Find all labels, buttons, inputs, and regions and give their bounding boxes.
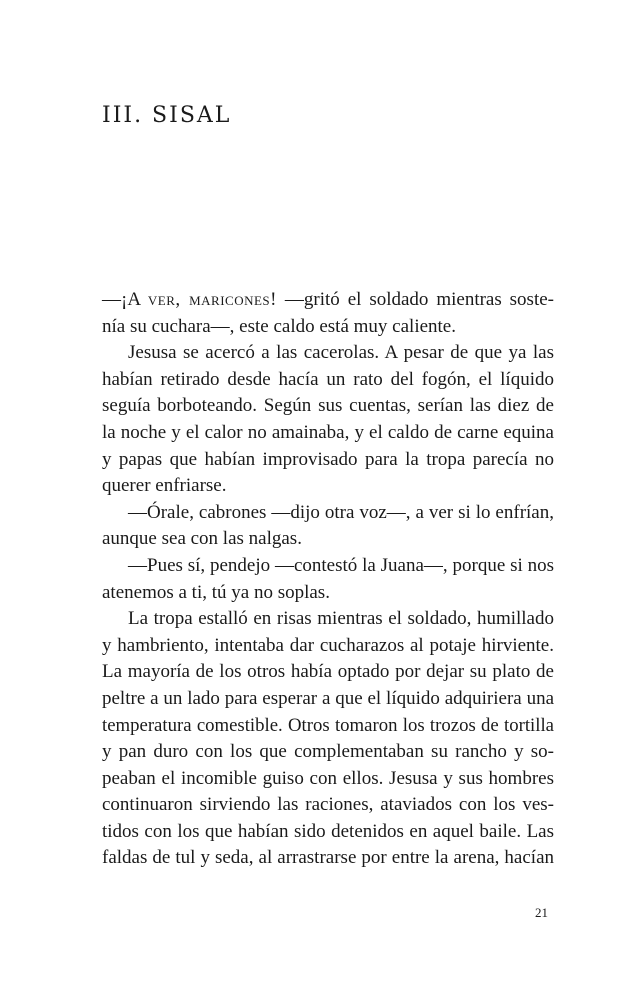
- text-line: la noche y el calor no amainaba, y el caldo de carne equina: [102, 421, 554, 443]
- body-text: [102, 287, 554, 872]
- text-line: nía su cuchara—, este caldo está muy caliente.: [102, 315, 456, 337]
- text-line: Jesusa se acercó a las cacerolas. A pesar de que ya las: [128, 342, 554, 364]
- text-line: peaban el incomible guiso con ellos. Jesusa y sus hombres: [102, 767, 554, 789]
- text-line: tidos con los que habían sido detenidos en aquel baile. Las: [102, 820, 554, 842]
- text-line: temperatura comestible. Otros tomaron los trozos de tortilla: [102, 714, 554, 736]
- text-line: —Pues sí, pendejo —contestó la Juana—, porque si nos: [128, 554, 554, 576]
- text-line: peltre a un lado para esperar a que el líquido adquiriera una: [102, 687, 554, 709]
- text-line: La tropa estalló en risas mientras el soldado, humillado: [128, 608, 554, 630]
- page-number: 21: [535, 905, 548, 920]
- text-line: y papas que habían improvisado para la tropa parecía no: [102, 448, 554, 470]
- dialogue-opening: —¡A: [102, 289, 148, 310]
- text-line: [102, 287, 554, 314]
- text-line: atenemos a ti, tú ya no soplas.: [102, 581, 330, 603]
- text-line: querer enfriarse.: [102, 475, 227, 497]
- smallcaps-phrase: ver, maricones!: [147, 289, 277, 310]
- text-line: La mayoría de los otros había optado por dejar su plato de: [102, 661, 554, 683]
- chapter-title: III. SISAL: [102, 103, 232, 128]
- text-line: —Órale, cabrones —dijo otra voz—, a ver si lo enfrían,: [128, 501, 554, 523]
- text-line: habían retirado desde hacía un rato del fogón, el líquido: [102, 368, 554, 390]
- text-line: faldas de tul y seda, al arrastrarse por entre la arena, hacían: [102, 847, 554, 869]
- text-line: aunque sea con las nalgas.: [102, 528, 302, 550]
- dialogue-continuation: —gritó el soldado mientras soste-: [276, 289, 554, 310]
- text-line: seguía borboteando. Según sus cuentas, serían las diez de: [102, 395, 554, 417]
- text-line: y pan duro con los que complementaban su rancho y so-: [102, 741, 554, 763]
- text-line: y hambriento, intentaba dar cucharazos al potaje hirviente.: [102, 634, 554, 656]
- text-line: continuaron sirviendo las raciones, ataviados con los ves-: [102, 794, 554, 816]
